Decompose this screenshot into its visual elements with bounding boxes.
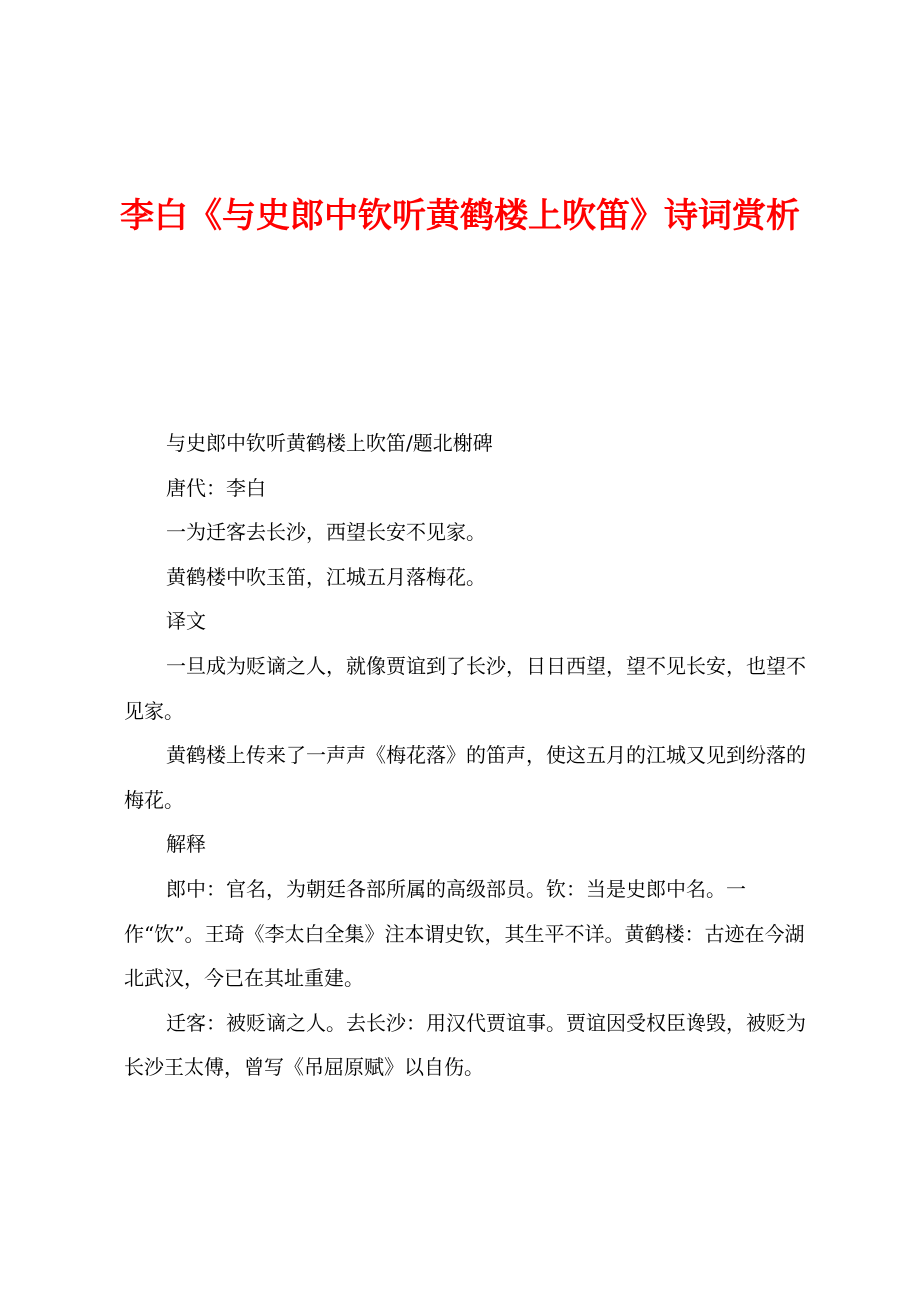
article-body	[124, 421, 806, 1090]
poem-author: 唐代：李白	[166, 475, 266, 500]
page-title: 李白《与史郎中钦听黄鹤楼上吹笛》诗词赏析	[120, 196, 800, 236]
poem-line: 一为迁客去长沙，西望长安不见家。	[166, 520, 486, 545]
poem-line: 黄鹤楼中吹玉笛，江城五月落梅花。	[166, 564, 486, 589]
section-heading-notes: 解释	[166, 832, 206, 857]
poem-title: 与史郎中钦听黄鹤楼上吹笛/题北榭碑	[166, 431, 493, 455]
translation-paragraph: 一旦成为贬谪之人，就像贾谊到了长沙，日日西望，望不见长安，也望不见家。	[124, 653, 806, 723]
translation-paragraph: 黄鹤楼上传来了一声声《梅花落》的笛声，使这五月的江城又见到纷落的梅花。	[124, 743, 806, 812]
notes-paragraph: 迁客：被贬谪之人。去长沙：用汉代贾谊事。贾谊因受权臣谗毁，被贬为长沙王太傅，曾写《吊屈原赋》以自伤。	[124, 1010, 806, 1080]
section-heading-translation: 译文	[166, 609, 206, 634]
notes-paragraph: 郎中：官名，为朝廷各部所属的高级部员。钦：当是史郎中名。一作“饮”。王琦《李太白全集》注本谓史钦，其生平不详。黄鹤楼：古迹在今湖北武汉，今已在其址重建。	[124, 876, 805, 991]
